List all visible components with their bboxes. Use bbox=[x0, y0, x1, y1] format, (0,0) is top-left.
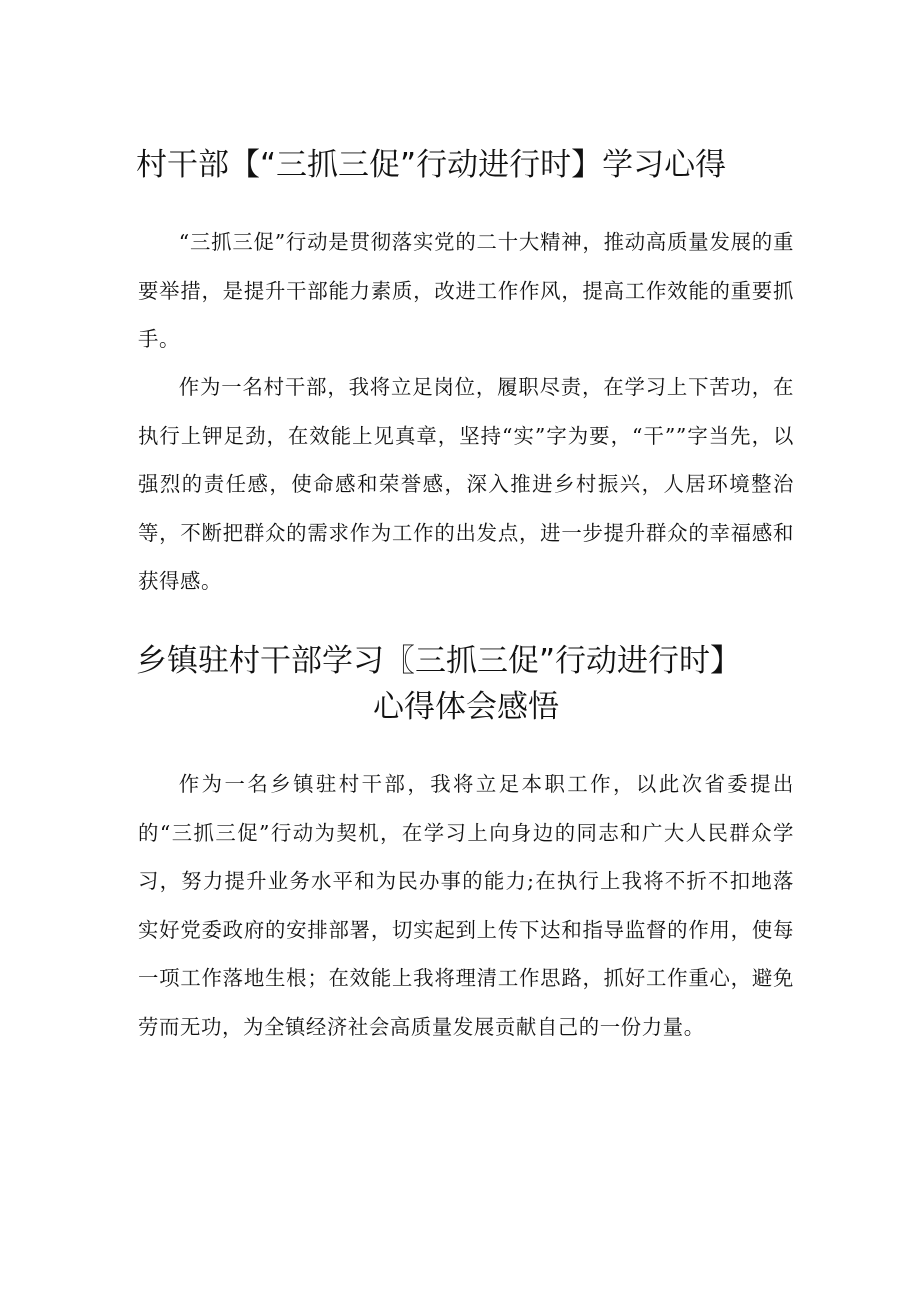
section-2-title-line-1: 乡镇驻村干部学习〖三抓三促”行动进行时】 bbox=[136, 643, 742, 679]
section-1-paragraph-1: “三抓三促”行动是贯彻落实党的二十大精神，推动高质量发展的重要举措，是提升干部能力素质，改进工作作风，提高工作效能的重要抓手。 bbox=[138, 230, 794, 351]
section-1-paragraph-2: 作为一名村干部，我将立足岗位，履职尽责，在学习上下苦功，在执行上钾足劲，在效能上见真章，坚持“实”字为要，“干””字当先，以强烈的责任感，使命感和荣誉感，深入推进乡村振兴，人居环境整治等，不断把群众的需求作为工作的出发点，进一步提升群众的幸福感和获得感。 bbox=[138, 375, 794, 593]
section-2-title-line-2: 心得体会感悟 bbox=[373, 689, 559, 725]
section-2-paragraph-1: 作为一名乡镇驻村干部，我将立足本职工作，以此次省委提出的“三抓三促”行动为契机，在学习上向身边的同志和广大人民群众学习，努力提升业务水平和为民办事的能力;在执行上我将不折不扣地落实好党委政府的安排部署，切实起到上传下达和指导监督的作用，使每一项工作落地生根；在效能上我将理清工作思路，抓好工作重心，避免劳而无功，为全镇经济社会高质量发展贡献自己的一份力量。 bbox=[138, 772, 794, 1039]
section-1-title: 村干部【“三抓三促”行动进行时】学习心得 bbox=[136, 147, 727, 183]
section-2-title bbox=[136, 638, 796, 730]
